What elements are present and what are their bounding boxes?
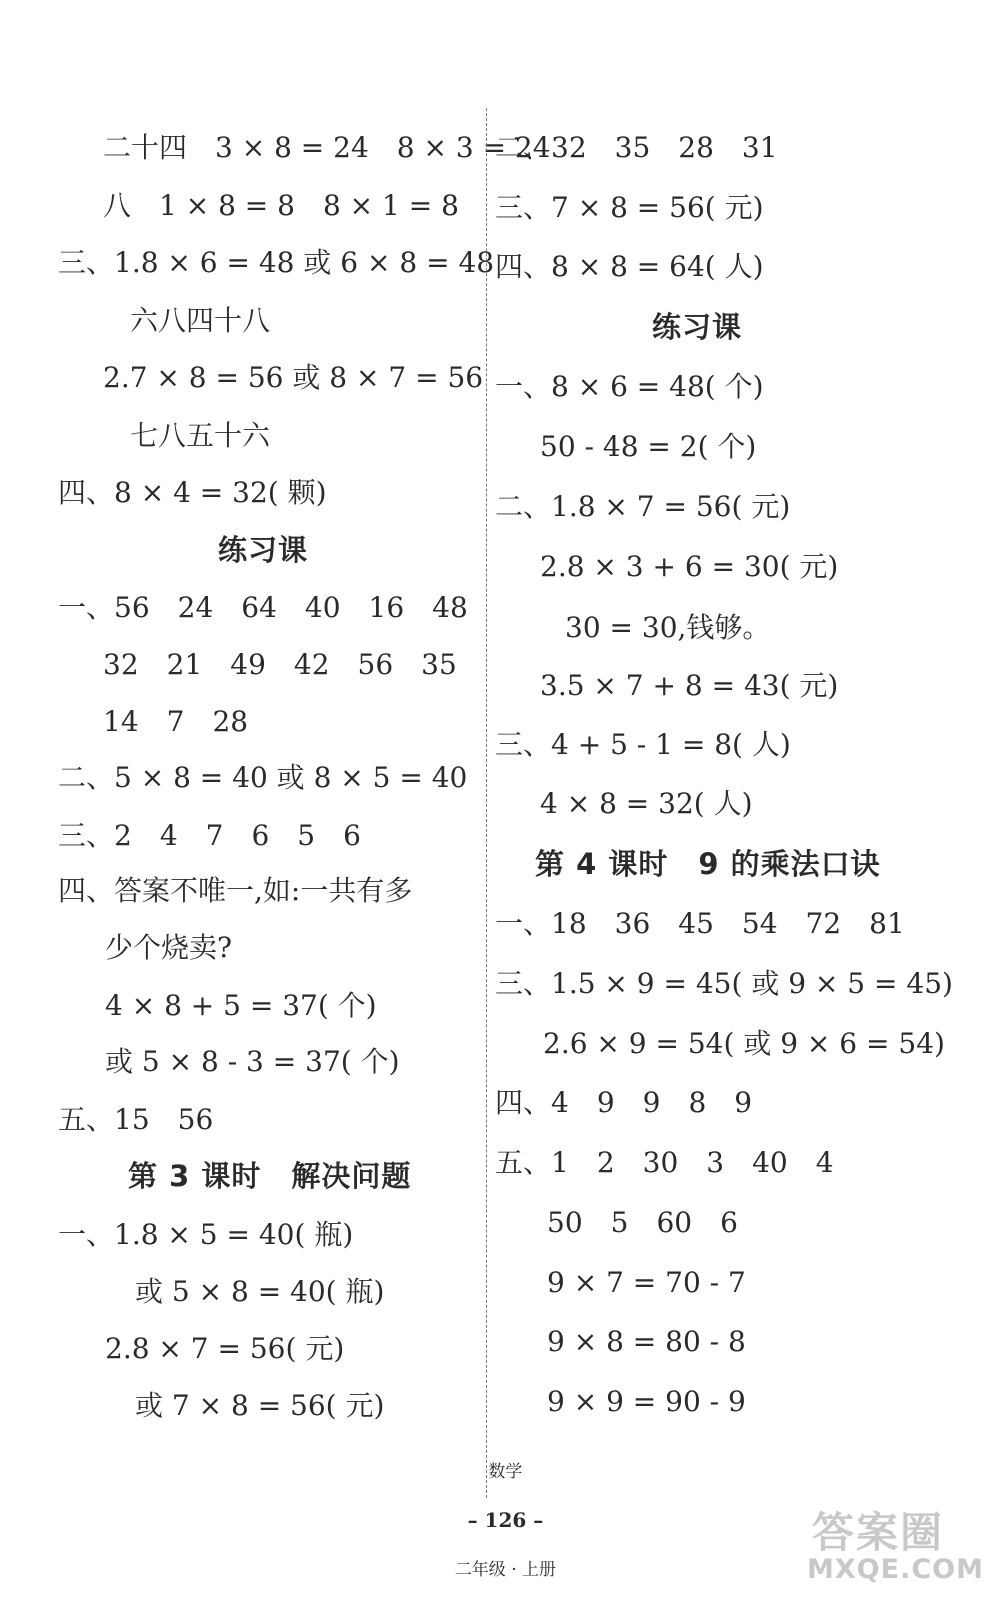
- answer-line: 四、答案不唯一,如:一共有多: [58, 874, 413, 907]
- page-number: – 126 –: [467, 1508, 544, 1532]
- answer-line: 50 5 60 6: [547, 1206, 738, 1239]
- answer-line: 或 5 × 8 = 40( 瓶): [135, 1275, 385, 1308]
- answer-line: 一、56 24 64 40 16 48: [58, 591, 468, 624]
- answer-line: 2.8 × 3 + 6 = 30( 元): [540, 550, 839, 583]
- answer-line: 一、1.8 × 5 = 40( 瓶): [58, 1218, 354, 1251]
- answer-line: 9 × 9 = 90 - 9: [547, 1385, 746, 1418]
- answer-line: 三、4 + 5 - 1 = 8( 人): [495, 728, 791, 761]
- answer-line: 30 = 30,钱够。: [565, 611, 771, 644]
- answer-line: 三、1.5 × 9 = 45( 或 9 × 5 = 45): [495, 967, 953, 1000]
- answer-line: 9 × 8 = 80 - 8: [547, 1325, 746, 1358]
- answer-line: 或 7 × 8 = 56( 元): [135, 1389, 385, 1422]
- answer-line: 或 5 × 8 - 3 = 37( 个): [105, 1045, 400, 1078]
- answer-line: 二、32 35 28 31: [495, 131, 778, 164]
- answer-line: 六八四十八: [130, 304, 271, 337]
- answer-line: 4 × 8 + 5 = 37( 个): [105, 989, 377, 1022]
- answer-line: 一、8 × 6 = 48( 个): [495, 370, 764, 403]
- answer-line: 二十四 3 × 8 = 24 8 × 3 = 24: [103, 131, 551, 164]
- section-heading: 练习课: [218, 533, 309, 567]
- answer-line: 五、15 56: [58, 1103, 214, 1136]
- answer-line: 二、1.8 × 7 = 56( 元): [495, 490, 791, 523]
- watermark-site: MXQE.COM: [807, 1554, 984, 1585]
- column-divider: [486, 108, 488, 1498]
- footer-grade: 二年级 · 上册: [454, 1560, 557, 1580]
- answer-line: 五、1 2 30 3 40 4: [495, 1146, 834, 1179]
- answer-line: 四、8 × 4 = 32( 颗): [58, 476, 327, 509]
- answer-line: 50 - 48 = 2( 个): [540, 430, 757, 463]
- answer-line: 四、8 × 8 = 64( 人): [495, 250, 764, 283]
- answer-line: 14 7 28: [103, 705, 249, 738]
- section-heading: 第 3 课时 解决问题: [128, 1159, 412, 1193]
- answer-line: 2.8 × 7 = 56( 元): [105, 1332, 345, 1365]
- answer-line: 2.7 × 8 = 56 或 8 × 7 = 56: [103, 361, 484, 394]
- watermark: [807, 1500, 982, 1595]
- answer-line: 八 1 × 8 = 8 8 × 1 = 8: [103, 189, 459, 222]
- answer-line: 32 21 49 42 56 35: [103, 648, 457, 681]
- answer-line: 2.6 × 9 = 54( 或 9 × 6 = 54): [543, 1027, 945, 1060]
- answer-line: 三、1.8 × 6 = 48 或 6 × 8 = 48: [58, 246, 495, 279]
- answer-line: 3.5 × 7 + 8 = 43( 元): [540, 669, 839, 702]
- answer-line: 二、5 × 8 = 40 或 8 × 5 = 40: [58, 761, 468, 794]
- answer-line: 4 × 8 = 32( 人): [540, 787, 753, 820]
- watermark-logo: 答案圈: [812, 1508, 945, 1557]
- answer-line: 少个烧卖?: [105, 931, 233, 964]
- answer-line: 四、4 9 9 8 9: [495, 1086, 753, 1119]
- answer-line: 一、18 36 45 54 72 81: [495, 907, 905, 940]
- answer-line: 七八五十六: [130, 419, 271, 452]
- answer-line: 9 × 7 = 70 - 7: [547, 1266, 746, 1299]
- section-heading: 练习课: [652, 310, 743, 344]
- section-heading: 第 4 课时 9 的乘法口诀: [535, 847, 881, 881]
- answer-line: 三、2 4 7 6 5 6: [58, 819, 361, 852]
- answer-line: 三、7 × 8 = 56( 元): [495, 191, 764, 224]
- footer-subject: 数学: [488, 1462, 523, 1482]
